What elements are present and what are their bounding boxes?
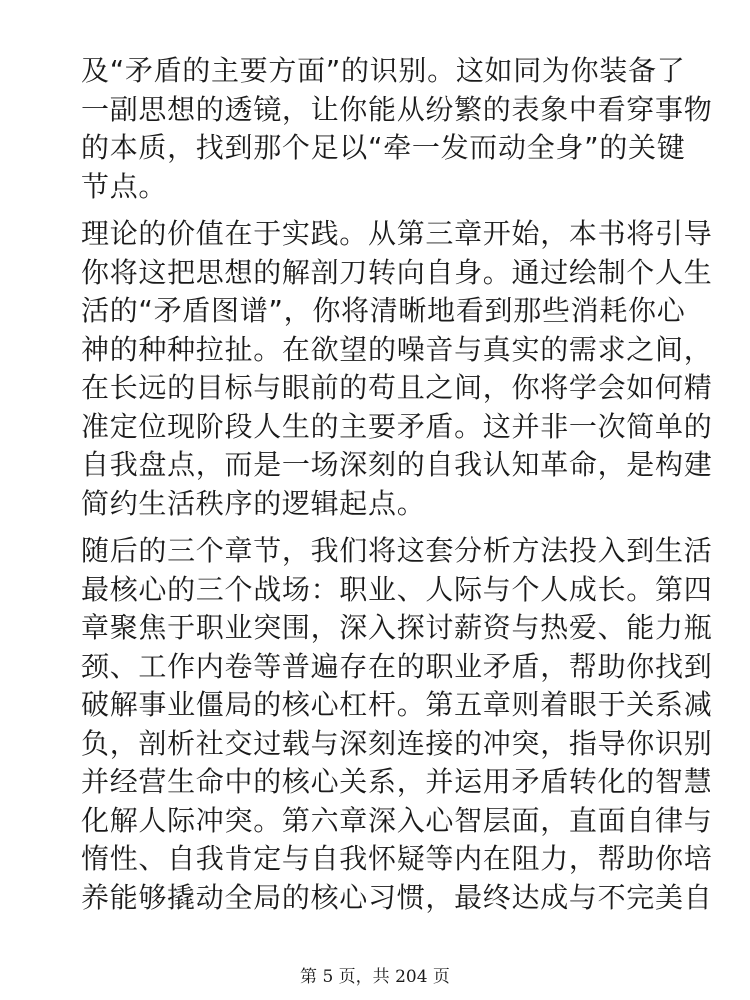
text-line: 活的“矛盾图谱”，你将清晰地看到那些消耗你心 bbox=[81, 294, 686, 327]
text-line: 化解人际冲突。第六章深入心智层面，直面自律与 bbox=[81, 803, 713, 837]
text-line: 随后的三个章节，我们将这套分析方法投入到生活 bbox=[81, 534, 713, 567]
text-line: 章聚焦于职业突围，深入探讨薪资与热爱、能力瓶 bbox=[81, 611, 713, 644]
paragraph-3 bbox=[81, 532, 713, 917]
text-line: 养能够撬动全局的核心习惯，最终达成与不完美自 bbox=[81, 880, 713, 914]
text-line: 惰性、自我肯定与自我怀疑等内在阻力，帮助你培 bbox=[81, 842, 713, 875]
text-line: 破解事业僵局的核心杠杆。第五章则着眼于关系减 bbox=[81, 688, 713, 721]
paragraph-gap bbox=[81, 523, 673, 532]
text-line: 负，剖析社交过载与深刻连接的冲突，指导你识别 bbox=[81, 726, 713, 760]
text-line: 及“矛盾的主要方面”的识别。这如同为你装备了 bbox=[81, 54, 686, 87]
body-text bbox=[81, 52, 713, 917]
text-line: 简约生活秩序的逻辑起点。 bbox=[81, 486, 426, 520]
paragraph-1 bbox=[81, 52, 713, 206]
text-line: 一副思想的透镜，让你能从纷繁的表象中看穿事物 bbox=[81, 92, 713, 126]
text-line: 最核心的三个战场：职业、人际与个人成长。第四 bbox=[81, 572, 713, 606]
text-line: 神的种种拉扯。在欲望的噪音与真实的需求之间， bbox=[81, 332, 713, 366]
text-line: 准定位现阶段人生的主要矛盾。这并非一次简单的 bbox=[81, 409, 713, 443]
text-line: 你将这把思想的解剖刀转向自身。通过绘制个人生 bbox=[81, 255, 713, 289]
text-line: 在长远的目标与眼前的苟且之间，你将学会如何精 bbox=[81, 371, 713, 404]
paragraph-gap bbox=[81, 206, 673, 215]
text-line: 并经营生命中的核心关系，并运用矛盾转化的智慧 bbox=[81, 765, 713, 798]
text-line: 颈、工作内卷等普遍存在的职业矛盾，帮助你找到 bbox=[81, 649, 713, 683]
text-line: 的本质，找到那个足以“牵一发而动全身”的关键 bbox=[81, 131, 686, 164]
text-line: 节点。 bbox=[81, 169, 168, 203]
page-number-footer: 第 5 页，共 204 页 bbox=[300, 967, 450, 987]
paragraph-2 bbox=[81, 215, 713, 523]
text-line: 自我盘点，而是一场深刻的自我认知革命，是构建 bbox=[81, 448, 713, 481]
text-line: 理论的价值在于实践。从第三章开始，本书将引导 bbox=[81, 217, 713, 250]
